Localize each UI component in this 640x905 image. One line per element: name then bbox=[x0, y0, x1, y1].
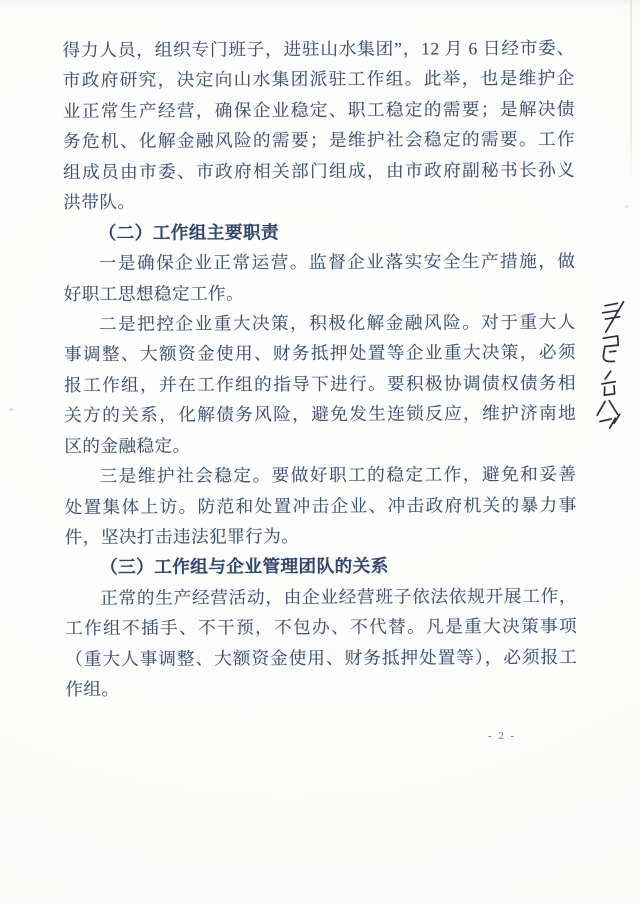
text-line: 组成员由市委、市政府相关部门组成，由市政府副秘书长孙义 bbox=[63, 159, 576, 182]
text-line: 二是把控企业重大决策，积极化解金融风险。对于重大人 bbox=[98, 311, 576, 334]
document-text bbox=[63, 33, 578, 705]
text-line: 业正常生产经营，确保企业稳定、职工稳定的需要；是解决债 bbox=[62, 98, 575, 121]
text-line: 得力人员，组织专门班子，进驻山水集团”，12 月 6 日经市委、 bbox=[62, 37, 575, 61]
scan-top-shadow bbox=[0, 0, 640, 7]
text-line: 一是确保企业正常运营。监督企业落实安全生产措施，做 bbox=[98, 250, 576, 274]
text-line: 三是维护社会稳定。要做好职工的稳定工作，避免和妥善 bbox=[99, 464, 577, 487]
text-line: 处置集体上访。防范和处置冲击企业、冲击政府机关的暴力事 bbox=[64, 494, 577, 517]
handwriting-strokes bbox=[590, 299, 629, 430]
text-line: 件，坚决打击违法犯罪行为。 bbox=[64, 526, 300, 548]
text-line: 好职工思想稳定工作。 bbox=[63, 282, 245, 304]
text-line: 洪带队。 bbox=[63, 191, 136, 213]
text-line: 工作组不插手、不干预，不包办、不代替。凡是重大决策事项 bbox=[65, 616, 578, 639]
text-line: 市政府研究，决定向山水集团派驻工作组。此举，也是维护企 bbox=[62, 68, 575, 91]
text-line: 作组。 bbox=[65, 679, 120, 700]
section-heading: （三）工作组与企业管理团队的关系 bbox=[100, 556, 389, 578]
text-line: 务危机、化解金融风险的需要；是维护社会稳定的需要。工作 bbox=[62, 129, 576, 152]
text-line: （重大人事调整、大额资金使用、财务抵押处置等），必须报工 bbox=[65, 646, 578, 669]
section-heading: （二）工作组主要职责 bbox=[98, 221, 280, 243]
scan-speck bbox=[625, 205, 628, 208]
text-line: 事调整、大额资金使用、财务抵押处置等企业重大决策，必须 bbox=[63, 342, 576, 365]
handwritten-margin-note bbox=[590, 299, 629, 430]
scan-speck bbox=[9, 408, 14, 411]
text-line: 正常的生产经营活动，由企业经营班子依法依规开展工作， bbox=[100, 585, 578, 608]
text-line: 区的金融稳定。 bbox=[64, 435, 191, 456]
text-line: 关方的关系，化解债务风险，避免发生连锁反应，维护济南地 bbox=[64, 403, 577, 426]
text-line: 报工作组，并在工作组的指导下进行。要积极协调债权债务相 bbox=[64, 372, 577, 395]
scan-edge-artifact bbox=[630, 0, 632, 186]
page-number: - 2 - bbox=[487, 730, 517, 742]
